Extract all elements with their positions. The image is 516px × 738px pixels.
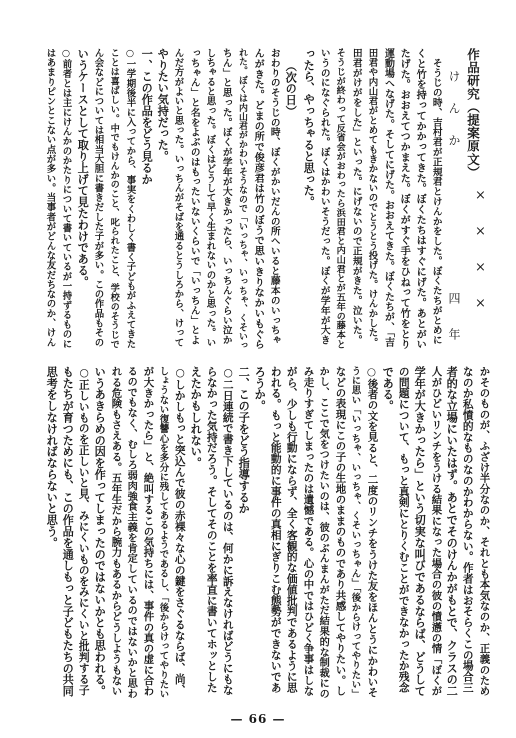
upper-column: 運動場へなげた。そしてにげた。おおえてきた。ぼくたちが、「吉 xyxy=(382,48,394,348)
lower-column: らなかった気持だろう。そしてそのことを率直に書いてホッとした xyxy=(205,366,219,693)
lower-column: などの表現にこの子の生地のままのものであり共感してやりたい。し xyxy=(333,366,346,697)
lower-column: ○正しいものを正しいと見、みにくいものをみにくいと批判する子 xyxy=(77,366,91,696)
lower-column: われる。もっと能動的に事件の真相にぎりこむ態勢ができないであ xyxy=(269,366,283,693)
lower-column: えたかもしれない。 xyxy=(189,366,204,469)
upper-column: たげた。おおえてつかまえた。ぼくがすぐ手をひねって竹をとり xyxy=(398,48,411,350)
page-number: — 66 — xyxy=(230,712,286,726)
essay-title: け ん か xyxy=(447,70,461,150)
upper-column: ○一学期後半に入ってから、事実をくわしく書く子どもがふえてきた xyxy=(124,48,136,349)
upper-column: ん会などについては相当大胆に書きだした子が多い。この作品もその xyxy=(92,48,104,348)
upper-column: そうじの時、吉村君が正規君とけんかをした。ぼくたちがとめに xyxy=(430,48,442,345)
lower-column: しょうない復讐心を多分に残してあるようであるし、「後からけってやりたい xyxy=(157,366,169,700)
upper-column: 田君や内山君がとめてもきかないのでとうとう投げた。けんかした。 xyxy=(366,48,378,348)
upper-column: くと竹を持ってかかってきた。ぼくたちはすぐにげた。あとがい xyxy=(414,48,427,350)
lower-column: 者的な立場にいたはず。あとでそのけんかがもとで、クラスの二 xyxy=(445,366,460,697)
lower-column: み走りすぎてしまったのは遺憾である。心の中ではひどく争事はしな xyxy=(301,366,314,697)
lower-column: れる危険もさえある。五年生だから腕力もあるからどうしようもない xyxy=(109,366,122,697)
lower-column: 学年が大きかったら」という切実な叫びであるならば、どうして xyxy=(413,366,428,697)
lower-column: ○しかしもっと突込んで彼の赤裸々な心の鍵をさぐるならば、尚、 xyxy=(173,366,187,696)
upper-column: ○前者とは主にけんかのかたりについて書いているが一持ずるものに xyxy=(60,48,72,349)
upper-column: れた。ぼくは内山君がかわいそうなので「いっちゃ、いっちゃ、くそいっ xyxy=(236,48,247,350)
lower-column: ○二日連続で書き下しているのは、何かに訴えなければどうにもな xyxy=(221,366,235,696)
section-divider-marks: × × × × xyxy=(473,188,488,315)
lower-column: いうあきらめの因を作ってしまったのではないかとも思われる。 xyxy=(93,366,108,697)
upper-column: （次の日） xyxy=(284,60,299,117)
upper-column: そうじが終わって反省会がおわったら浜田君と内山君とが五年の藤本と xyxy=(334,48,346,349)
upper-column: んがきた。どまの所で俊彦君は竹のぼうで思いきりなかいもぐら xyxy=(252,48,265,350)
lower-column: ○後者の文を見ると、二度のリンチをうけた友をほんとうにかわいそ xyxy=(365,366,378,698)
article-title: 作品研究（提案原文） xyxy=(465,48,481,179)
lower-column: 思考をしなければならないと思う。 xyxy=(45,366,60,549)
upper-column: はあまりピンとこない点が多い。当事者がどんな友だちなのか、けん xyxy=(44,48,56,348)
lower-column: の問題について、もっと真剣にとりくむことができなかったか残念 xyxy=(397,366,411,693)
lower-column: もたちが育つためにも、この作品を通しもっと子どもたちの共同 xyxy=(61,366,76,697)
section-heading: 二、この子をどう指導するか xyxy=(237,366,252,515)
lower-column: なのか私憤的なものなのかわからない。作者はおそらくこの場合三 xyxy=(461,366,475,693)
upper-column: ちん」と思った。ぼくが学年が大きかったら、いっちんぐらい泣か xyxy=(220,48,232,345)
upper-column: 田君がけがをした」といった。にげないので正規がきた。泣いた。 xyxy=(350,48,362,345)
lower-column: ろうか。 xyxy=(253,366,268,412)
lower-column: かそのものが、ふざけ半分なのか、それとも本気なのか、正義のため xyxy=(477,366,490,697)
upper-column: んだ方がよいと思った。いっちんがそばを通るとうしろから、けって xyxy=(172,48,184,348)
upper-column: ことは喜ばしい。中でもけんかのこと、叱られたこと、学校のそうじで xyxy=(108,48,120,349)
lower-column: うに思い「いっちゃ、いっちゃ、くそいっちゃん」「後からけってやりたい」 xyxy=(349,366,361,700)
lower-column: である。 xyxy=(381,366,396,412)
lower-column: がら、少しも行動にならず、全く客観的な価値批判であるように思 xyxy=(285,366,299,693)
lower-column: るのでもなく、むしろ弱肉強食主義を肯定しているのではないかと思わ xyxy=(125,366,138,699)
upper-column: ったら、やっちゃると思った。 xyxy=(302,48,317,208)
upper-column: しちゃると思った。ぼくはどうして早く生まれないのかと思った。い xyxy=(204,48,216,348)
lower-column: かし、ここで気をつけたいのは、彼のぶんまんがただ結果的な制裁にの xyxy=(317,366,330,699)
upper-column: やりたい気持だった。 xyxy=(156,48,171,162)
upper-column: おわりのそうじの時、ぼくがかいだんの所へいると藤本のいっちゃ xyxy=(268,48,280,345)
lower-column: 人がひどいリンチをうける結果になった場合の彼の憤懣の情「ぼくが xyxy=(429,366,442,697)
lower-column: が大きかったら」と、絶叫するこの気持ちには、事件の真の虚に合わ xyxy=(141,366,154,697)
section-heading: 一、この作品をどう見るか xyxy=(140,48,155,185)
upper-column: っちゃん」と名をよぶのはもったいないくらいで「いっちん」とよ xyxy=(188,48,200,345)
upper-column: いうのになぐられた。ぼくはかわいそうだった。ぼくが学年が大き xyxy=(318,48,330,345)
grade-label: 四 年 xyxy=(447,292,461,346)
upper-column: いうケースとして取り上げて見たわけである。 xyxy=(76,48,91,288)
